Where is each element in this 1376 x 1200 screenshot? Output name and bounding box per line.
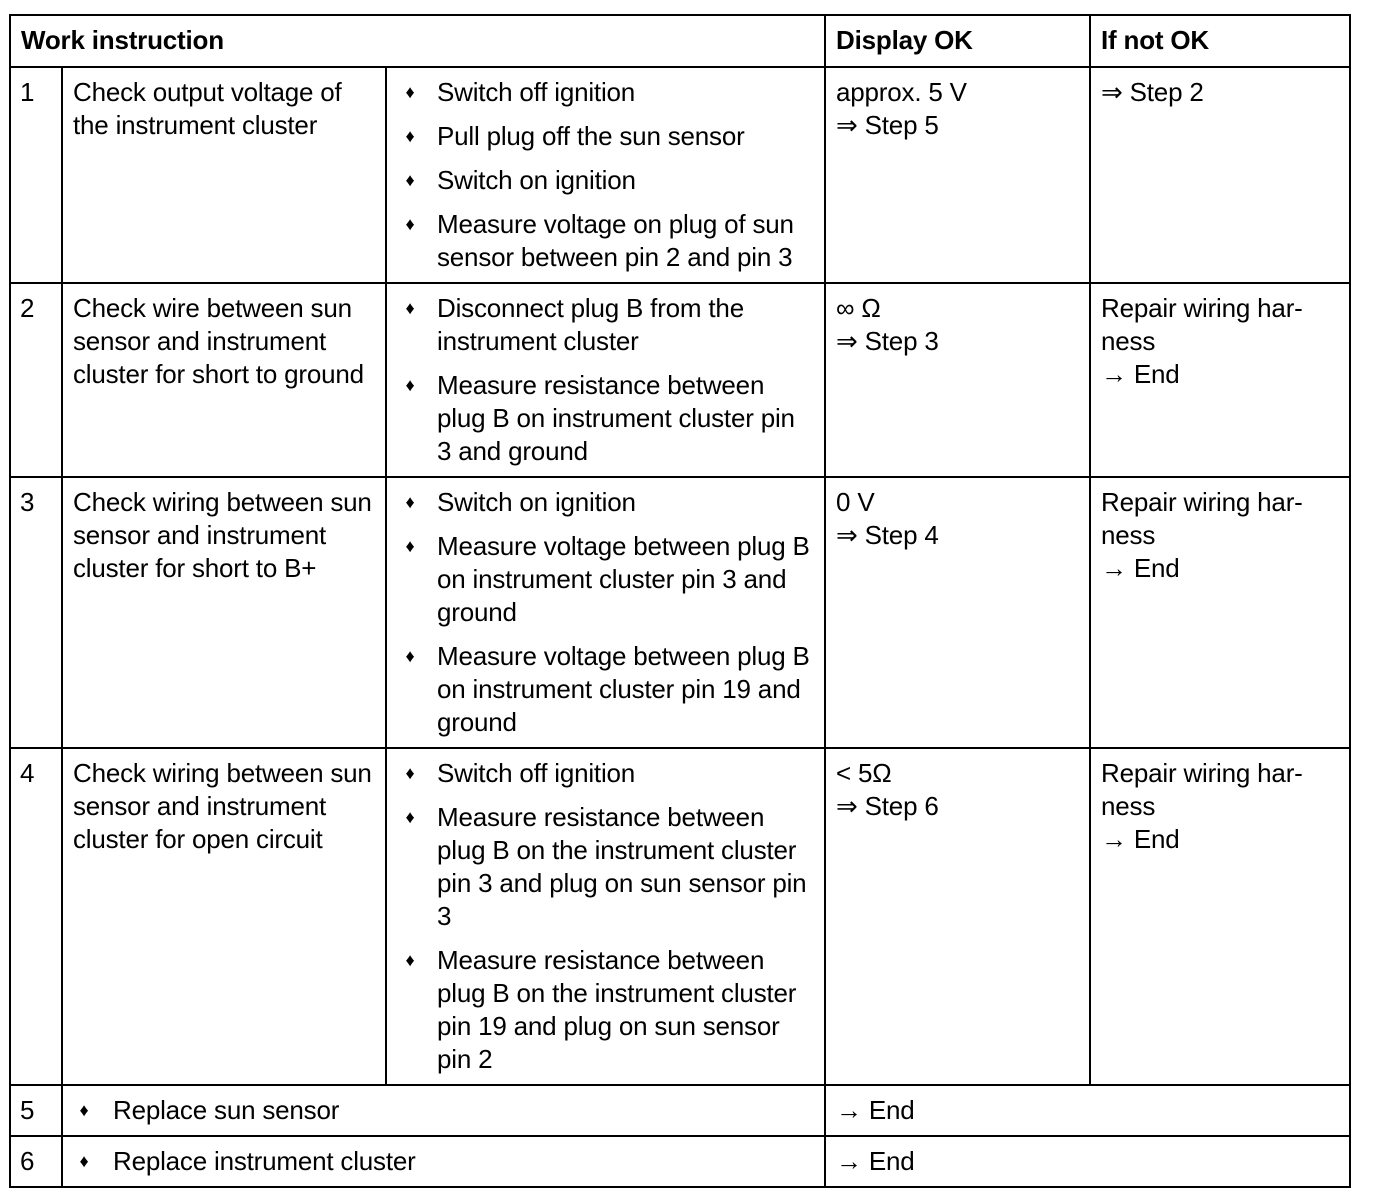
diamond-bullet-icon: ♦: [405, 298, 415, 318]
display-ok-cell: [825, 283, 1090, 477]
action-text: Measure voltage between plug B on instrument cluster pin 3 and ground: [437, 531, 810, 627]
step-task: Check wiring between sun sensor and instrument cluster for short to B+: [62, 477, 386, 748]
action-item: [397, 120, 814, 153]
step-task: Check wiring between sun sensor and instrument cluster for open circuit: [62, 748, 386, 1085]
diamond-bullet-icon: ♦: [79, 1100, 89, 1120]
if-not-ok-line: → End: [1101, 824, 1180, 854]
step-number: 3: [10, 477, 62, 748]
if-not-ok-line: → End: [1101, 553, 1180, 583]
final-action: [73, 1094, 814, 1127]
step-number: 2: [10, 283, 62, 477]
action-text: Replace instrument cluster: [113, 1146, 416, 1176]
step-actions: [386, 477, 825, 748]
final-result-cell: → End: [825, 1085, 1350, 1136]
action-text: Measure voltage on plug of sun sensor between pin 2 and pin 3: [437, 209, 794, 272]
display-ok-line: ⇒ Step 6: [836, 791, 939, 821]
display-ok-cell: [825, 67, 1090, 283]
work-instruction-table: [9, 14, 1351, 1188]
action-text: Switch on ignition: [437, 165, 636, 195]
if-not-ok-cell: [1090, 67, 1350, 283]
if-not-ok-line: Repair wiring har-ness: [1101, 293, 1303, 356]
action-item: [397, 76, 814, 109]
step-number: 4: [10, 748, 62, 1085]
header-work-instruction: Work instruction: [10, 15, 825, 67]
action-item: [397, 640, 814, 739]
step-actions: [386, 67, 825, 283]
diamond-bullet-icon: ♦: [405, 82, 415, 102]
diamond-bullet-icon: ♦: [405, 492, 415, 512]
final-action-cell: [62, 1136, 825, 1187]
step-task: Check wire between sun sensor and instrument cluster for short to ground: [62, 283, 386, 477]
action-item: [397, 801, 814, 933]
action-item: [397, 944, 814, 1076]
table-row: [10, 283, 1350, 477]
table-row: [10, 1085, 1350, 1136]
step-number: 5: [10, 1085, 62, 1136]
action-list: [397, 76, 814, 274]
final-action-cell: [62, 1085, 825, 1136]
header-if-not-ok: If not OK: [1090, 15, 1350, 67]
display-ok-line: ⇒ Step 4: [836, 520, 939, 550]
action-item: [397, 486, 814, 519]
action-text: Measure resistance between plug B on instrument cluster pin 3 and ground: [437, 370, 795, 466]
diamond-bullet-icon: ♦: [405, 763, 415, 783]
action-text: Measure resistance between plug B on the instrument cluster pin 19 and plug on sun sensor pin 2: [437, 945, 797, 1074]
action-text: Pull plug off the sun sensor: [437, 121, 745, 151]
display-ok-line: 0 V: [836, 487, 875, 517]
action-item: [397, 757, 814, 790]
display-ok-cell: [825, 477, 1090, 748]
display-ok-line: ∞ Ω: [836, 293, 881, 323]
diamond-bullet-icon: ♦: [79, 1151, 89, 1171]
display-ok-cell: [825, 748, 1090, 1085]
display-ok-line: ⇒ Step 5: [836, 110, 939, 140]
action-text: Measure resistance between plug B on the instrument cluster pin 3 and plug on sun sensor pin 3: [437, 802, 807, 931]
diamond-bullet-icon: ♦: [405, 807, 415, 827]
diamond-bullet-icon: ♦: [405, 214, 415, 234]
final-result-cell: → End: [825, 1136, 1350, 1187]
diamond-bullet-icon: ♦: [405, 536, 415, 556]
if-not-ok-line: → End: [1101, 359, 1180, 389]
action-item: [397, 292, 814, 358]
action-text: Switch off ignition: [437, 758, 636, 788]
step-actions: [386, 748, 825, 1085]
display-ok-line: ⇒ Step 3: [836, 326, 939, 356]
action-item: [397, 208, 814, 274]
if-not-ok-cell: [1090, 283, 1350, 477]
action-list: [397, 486, 814, 739]
action-text: Disconnect plug B from the instrument cluster: [437, 293, 744, 356]
action-text: Measure voltage between plug B on instrument cluster pin 19 and ground: [437, 641, 810, 737]
if-not-ok-line: ⇒ Step 2: [1101, 77, 1204, 107]
action-item: [397, 164, 814, 197]
action-list: [397, 757, 814, 1076]
action-item: [397, 530, 814, 629]
if-not-ok-cell: [1090, 748, 1350, 1085]
action-item: [397, 369, 814, 468]
table-row: [10, 1136, 1350, 1187]
display-ok-line: < 5Ω: [836, 758, 892, 788]
if-not-ok-line: Repair wiring har-ness: [1101, 487, 1303, 550]
diamond-bullet-icon: ♦: [405, 126, 415, 146]
diamond-bullet-icon: ♦: [405, 950, 415, 970]
diamond-bullet-icon: ♦: [405, 375, 415, 395]
diamond-bullet-icon: ♦: [405, 646, 415, 666]
final-action: [73, 1145, 814, 1178]
header-display-ok: Display OK: [825, 15, 1090, 67]
action-text: Replace sun sensor: [113, 1095, 340, 1125]
step-number: 6: [10, 1136, 62, 1187]
action-list: [397, 292, 814, 468]
if-not-ok-cell: [1090, 477, 1350, 748]
step-actions: [386, 283, 825, 477]
step-task: Check output voltage of the instrument cluster: [62, 67, 386, 283]
step-number: 1: [10, 67, 62, 283]
header-row: [10, 15, 1350, 67]
table-row: [10, 477, 1350, 748]
action-text: Switch off ignition: [437, 77, 636, 107]
table-row: [10, 67, 1350, 283]
display-ok-line: approx. 5 V: [836, 77, 967, 107]
if-not-ok-line: Repair wiring har-ness: [1101, 758, 1303, 821]
action-text: Switch on ignition: [437, 487, 636, 517]
diamond-bullet-icon: ♦: [405, 170, 415, 190]
table-row: [10, 748, 1350, 1085]
